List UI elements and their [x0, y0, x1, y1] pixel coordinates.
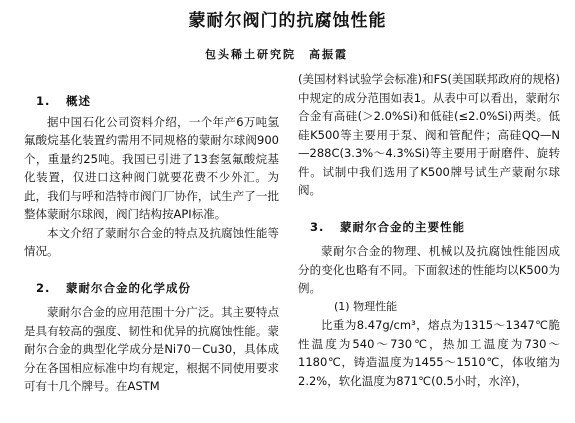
right-column: [298, 70, 560, 390]
left-column: [24, 92, 279, 396]
section-number: 3.: [310, 219, 325, 234]
paragraph: 蒙耐尔合金的物理、机械以及抗腐蚀性能因成分的变化也略有不同。下面叙述的性能均以K500为例。: [298, 244, 560, 295]
section-number: 2.: [36, 280, 51, 295]
paragraph: 比重为8.47g/cm³，熔点为1315～1347℃脆性温度为540～730℃，热加工温度为730～1180℃，铸造温度为1455～1510℃，体收缩为2.2%，软化温度为871℃(0.5小时，水淬)，: [298, 318, 560, 388]
author-line: 包头稀土研究院 高振霞: [205, 48, 348, 61]
section-title: 概述: [66, 94, 91, 108]
section-title: 蒙耐尔合金的主要性能: [340, 219, 465, 234]
article-title: 蒙耐尔阀门的抗腐蚀性能: [188, 11, 387, 31]
paragraph: 本文介绍了蒙耐尔合金的特点及抗腐蚀性能等情况。: [24, 225, 279, 258]
section-heading-overview: [24, 92, 279, 111]
paragraph: 据中国石化公司资料介绍，一个年产6万吨氢氟酸烷基化装置约需用不同规格的蒙耐尔球阀900个，重量约25吨。我国已引进了13套氢氟酸烷基化装置，仅进口这种阀门就要花费不少外汇。为此，我们与呼和浩特市阀门厂协作，试生产了一批整体蒙耐尔球阀，阀门结构按API标准。: [24, 114, 279, 221]
paragraph: 蒙耐尔合金的应用范围十分广泛。其主要特点是具有较高的强度、韧性和优异的抗腐蚀性能。蒙耐尔合金的典型化学成分是Ni70－Cu30，具体成分在各国相应标准中均有规定，根据不同使用要求可有十几个牌号。在ASTM: [24, 305, 279, 393]
section-heading-chemistry: [24, 279, 279, 298]
section-number: 1.: [36, 94, 51, 108]
paragraph: (美国材料试验学会标准)和FS(美国联邦政府的规格)中规定的成分范围如表1。从表中可以看出，蒙耐尔合金有高硅(＞2.0%Si)和低硅(≤2.0%Si)两类。低硅K500等主要用于泵、阀和管配件；高硅QQ—N—288C(3.3%～4.3%Si)等主要用于耐磨件、旋转件。试制中我们选用了K500牌号试生产蒙耐尔球阀。: [298, 72, 560, 197]
subsection-heading: (1) 物理性能: [334, 299, 398, 313]
section-title: 蒙耐尔合金的化学成份: [66, 280, 191, 295]
section-heading-properties: [298, 218, 560, 237]
